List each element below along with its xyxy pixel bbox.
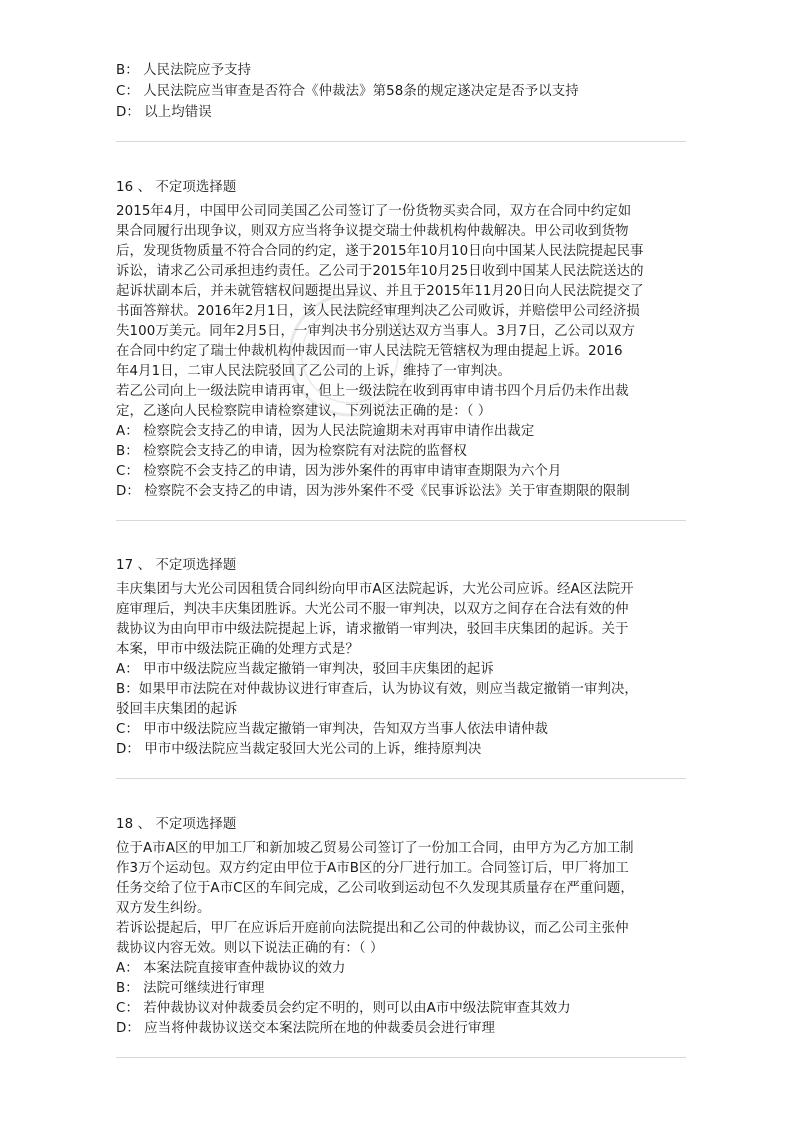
q17-option-d: D： 甲市中级法院应当裁定驳回大光公司的上诉，维持原判决 (116, 742, 482, 757)
q15-option-d: D： 以上均错误 (116, 105, 212, 120)
q16-option-d: D： 检察院不会支持乙的申请，因为涉外案件不受《民事诉讼法》关于审查期限的限制 (116, 484, 630, 499)
q16-stem-line: 果合同履行出现争议，则双方应当将争议提交瑞士仲裁机构仲裁解决。甲公司收到货物 (116, 224, 629, 239)
q17-option-b: B：如果甲市法院在对仲裁协议进行审查后，认为协议有效，则应当裁定撤销一审判决， (116, 682, 638, 697)
q17-option-b-cont: 驳回丰庆集团的起诉 (116, 702, 238, 717)
q16-stem-line: 失100万美元。同年2月5日，一审判决书分别送达双方当事人。3月7日，乙公司以双方 (116, 324, 636, 339)
q18-stem-line: 若诉讼提起后，甲厂在应诉后开庭前向法院提出和乙公司的仲裁协议，而乙公司主张仲 (116, 921, 629, 936)
divider (116, 1057, 686, 1058)
q16-stem-line: 起诉状副本后，并未就管辖权问题提出异议、并且于2015年11月20日向人民法院提交了 (116, 284, 644, 299)
divider (116, 520, 686, 521)
q17-stem-line: 本案，甲市中级法院正确的处理方式是？ (116, 642, 359, 657)
q16-option-b: B： 检察院会支持乙的申请，因为检察院有对法院的监督权 (116, 444, 467, 459)
q16-stem-line: 在合同中约定了瑞士仲裁机构仲裁因而一审人民法院无管辖权为理由提起上诉。2016 (116, 344, 623, 359)
q15-option-b: B： 人民法院应予支持 (116, 63, 252, 78)
q16-stem-line: 书面答辩状。2016年2月1日，该人民法院经审理判决乙公司败诉，并赔偿甲公司经济损 (116, 304, 640, 319)
q17-stem-line: 丰庆集团与大光公司因租赁合同纠纷向甲市A区法院起诉，大光公司应诉。经A区法院开 (116, 582, 634, 597)
q18-option-d: D： 应当将仲裁协议送交本案法院所在地的仲裁委员会进行审理 (116, 1021, 496, 1036)
q18-header: 18 、 不定项选择题 (116, 817, 237, 832)
q18-stem-line: 作3万个运动包。双方约定由甲位于A市B区的分厂进行加工。合同签订后，甲厂将加工 (116, 861, 629, 876)
divider (116, 778, 686, 779)
q16-stem-line: 定，乙遂向人民检察院申请检察建议，下列说法正确的是：（ ） (116, 404, 492, 419)
q16-stem-line: 2015年4月，中国甲公司同美国乙公司签订了一份货物买卖合同，双方在合同中约定如 (116, 204, 632, 219)
divider (116, 141, 686, 142)
q18-option-c: C： 若仲裁协议对仲裁委员会约定不明的，则可以由A市中级法院审查其效力 (116, 1001, 571, 1016)
q16-header: 16 、 不定项选择题 (116, 180, 237, 195)
q15-option-c: C： 人民法院应当审查是否符合《仲裁法》第58条的规定遂决定是否予以支持 (116, 84, 579, 99)
q16-stem-line: 年4月1日，二审人民法院驳回了乙公司的上诉，维持了一审判决。 (116, 364, 511, 379)
q18-stem-line: 位于A市A区的甲加工厂和新加坡乙贸易公司签订了一份加工合同，由甲方为乙方加工制 (116, 841, 634, 856)
q16-stem-line: 后，发现货物质量不符合合同的约定，遂于2015年10月10日向中国某人民法院提起民事 (116, 244, 644, 259)
q17-stem-line: 庭审理后，判决丰庆集团胜诉。大光公司不服一审判决，以双方之间存在合法有效的仲 (116, 602, 629, 617)
q17-option-c: C： 甲市中级法院应当裁定撤销一审判决，告知双方当事人依法申请仲裁 (116, 722, 549, 737)
q18-stem-line: 裁协议内容无效。则以下说法正确的有：（ ） (116, 941, 384, 956)
q16-option-a: A： 检察院会支持乙的申请，因为人民法院逾期未对再审申请作出裁定 (116, 424, 535, 439)
q17-stem-line: 裁协议为由向甲市中级法院提起上诉，请求撤销一审判决，驳回丰庆集团的起诉。关于 (116, 622, 629, 637)
q18-option-a: A： 本案法院直接审查仲裁协议的效力 (116, 961, 346, 976)
q18-stem-line: 双方发生纠纷。 (116, 901, 211, 916)
q16-stem-line: 若乙公司向上一级法院申请再审，但上一级法院在收到再审申请书四个月后仍未作出裁 (116, 384, 629, 399)
q16-stem-line: 诉讼，请求乙公司承担违约责任。乙公司于2015年10月25日收到中国某人民法院送达的 (116, 264, 644, 279)
q17-header: 17 、 不定项选择题 (116, 558, 237, 573)
q17-option-a: A： 甲市中级法院应当裁定撤销一审判决，驳回丰庆集团的起诉 (116, 662, 494, 677)
q16-option-c: C： 检察院不会支持乙的申请，因为涉外案件的再审申请审查期限为六个月 (116, 464, 562, 479)
q18-option-b: B： 法院可继续进行审理 (116, 981, 265, 996)
q18-stem-line: 任务交给了位于A市C区的车间完成，乙公司收到运动包不久发现其质量存在严重问题， (116, 881, 634, 896)
